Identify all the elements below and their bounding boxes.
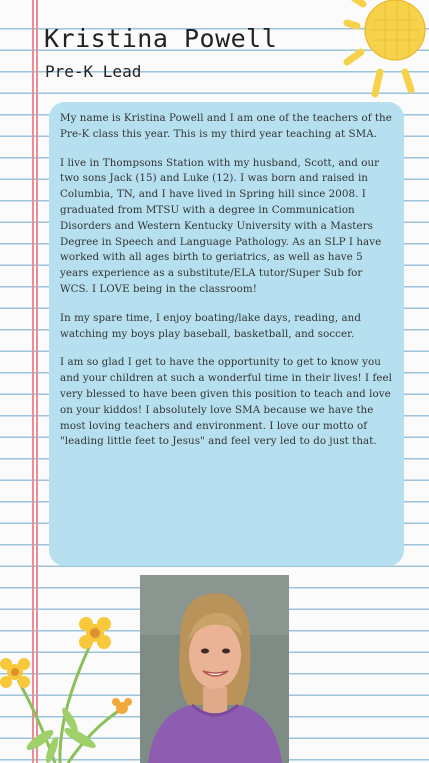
bio-paragraph: In my spare time, I enjoy boating/lake days, reading, and watching my boys play baseball, basketball, and soccer. <box>60 311 362 340</box>
bio-paragraph: My name is Kristina Powell and I am one of the teachers of the Pre-K class this year. This is my third year teaching at SMA. <box>60 112 392 140</box>
portrait-illustration <box>140 575 289 763</box>
bio-paragraph: I am so glad I get to have the opportunity to get to know you and your children at such a wonderful time in their lives! I feel very blessed to have been given this position to teach and love on your kiddos! I absolutely love SMA because we have the most loving teachers and environment. I love our motto of "leading little feet to Jesus" and feel very led to do just that. <box>60 356 392 448</box>
teacher-photo <box>140 575 289 763</box>
teacher-role: Pre-K Lead <box>45 62 142 81</box>
flowers-icon <box>0 600 140 763</box>
bio-paragraph: I live in Thompsons Station with my husband, Scott, and our two sons Jack (15) and Luke (12). I was born and raised in Columbia, TN, and I have lived in Spring hill since 2008. I graduated from MTSU with a degree in Communication Disorders and Western Kentucky University with a Masters Degree in Speech and Language Pathology. As an SLP I have worked with all ages birth to geriatrics, as well as have 5 years experience as a substitute/ELA tutor/Super Sub for WCS. I LOVE being in the classroom! <box>60 156 382 295</box>
bio-card <box>49 102 404 566</box>
sun-icon <box>325 0 429 105</box>
teacher-name: Kristina Powell <box>44 24 278 53</box>
